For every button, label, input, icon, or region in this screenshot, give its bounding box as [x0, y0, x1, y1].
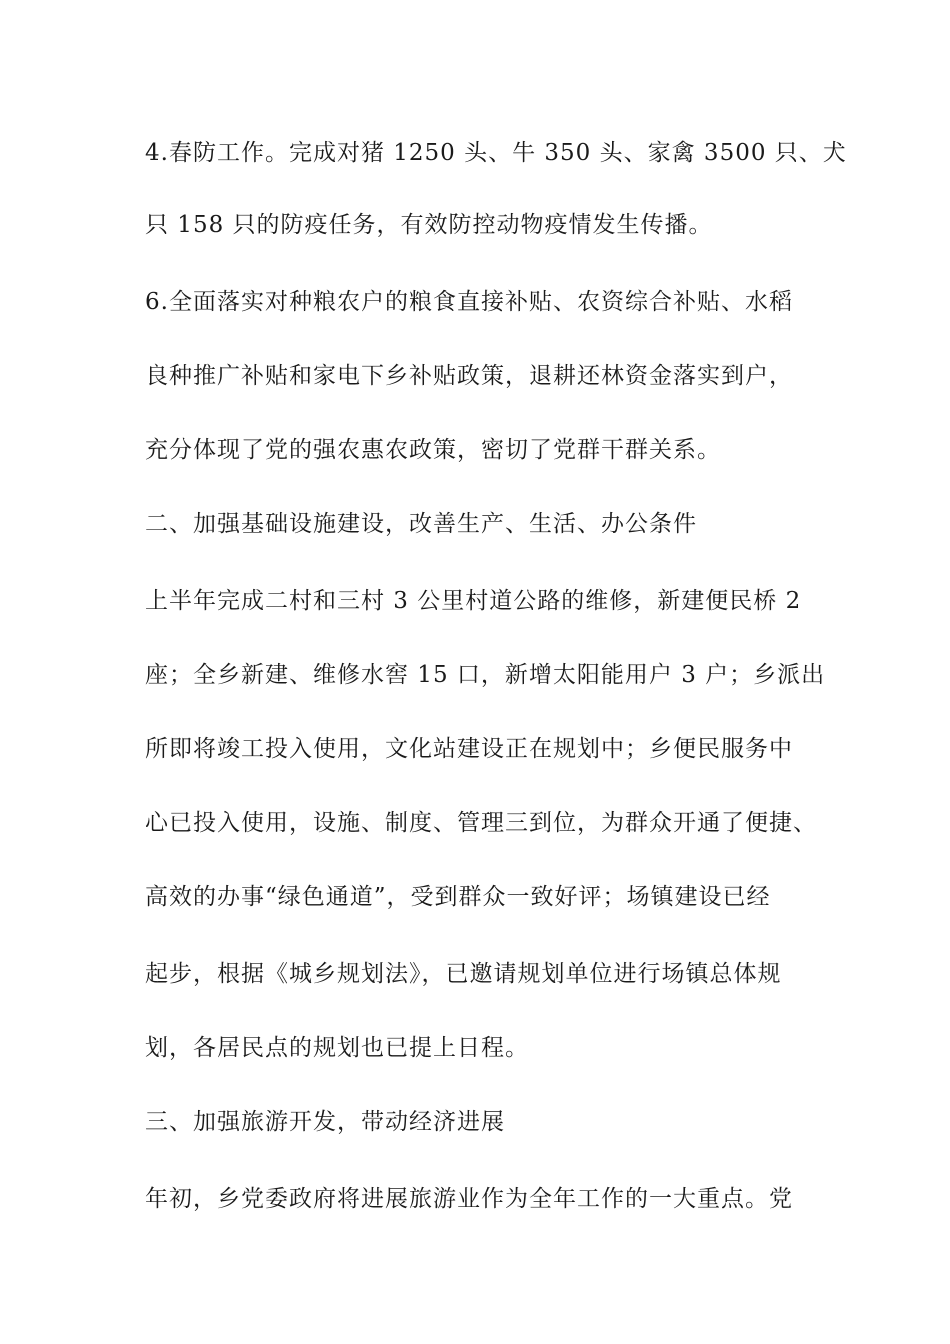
paragraph-line: 高效的办事“绿色通道”，受到群众一致好评；场镇建设已经: [145, 884, 771, 910]
paragraph-line: 4.春防工作。完成对猪 1250 头、牛 350 头、家禽 3500 只、犬: [145, 140, 847, 166]
paragraph-line: 年初，乡党委政府将进展旅游业作为全年工作的一大重点。党: [145, 1186, 793, 1212]
section-heading: 三、加强旅游开发，带动经济进展: [145, 1109, 505, 1135]
paragraph-line: 6.全面落实对种粮农户的粮食直接补贴、农资综合补贴、水稻: [145, 289, 793, 315]
paragraph-line: 所即将竣工投入使用，文化站建设正在规划中；乡便民服务中: [145, 736, 793, 762]
paragraph-line: 划，各居民点的规划也已提上日程。: [145, 1035, 529, 1061]
paragraph-line: 起步，根据《城乡规划法》，已邀请规划单位进行场镇总体规: [145, 961, 782, 987]
paragraph-line: 心已投入使用，设施、制度、管理三到位，为群众开通了便捷、: [145, 810, 817, 836]
paragraph-line: 上半年完成二村和三村 3 公里村道公路的维修，新建便民桥 2: [145, 588, 802, 614]
paragraph-line: 只 158 只的防疫任务，有效防控动物疫情发生传播。: [145, 212, 713, 238]
section-heading: 二、加强基础设施建设，改善生产、生活、办公条件: [145, 511, 697, 537]
paragraph-line: 座；全乡新建、维修水窖 15 口，新增太阳能用户 3 户；乡派出: [145, 662, 826, 688]
paragraph-line: 充分体现了党的强农惠农政策，密切了党群干群关系。: [145, 437, 721, 463]
paragraph-line: 良种推广补贴和家电下乡补贴政策，退耕还林资金落实到户，: [145, 363, 793, 389]
